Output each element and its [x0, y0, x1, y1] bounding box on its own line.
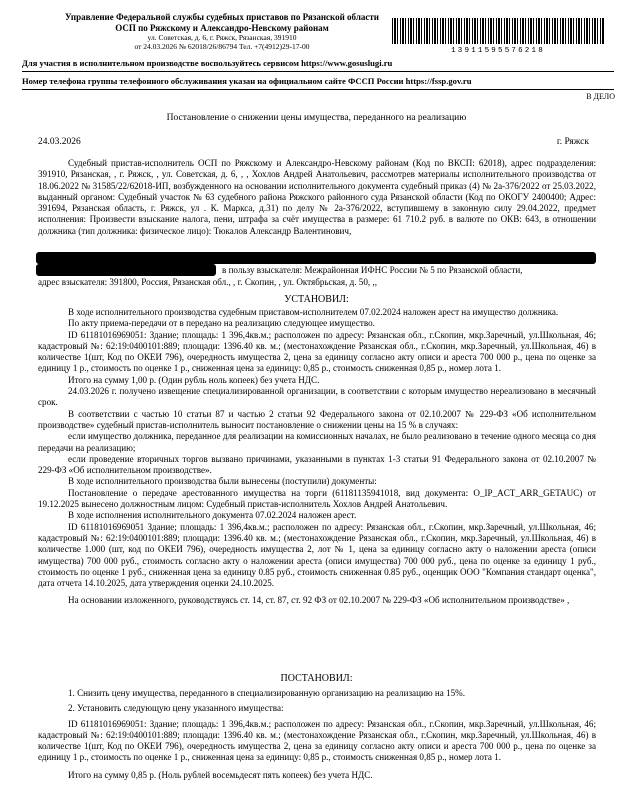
finding-arrest: В ходе исполнительного производства судебным приставом-исполнителем 07.02.2024 наложен арест на имущество должника. [68, 307, 559, 317]
resolution-block [38, 688, 596, 781]
finding-total: Итого на сумму 1,00 р. (Один рубль ноль копеек) без учета НДС. [68, 374, 320, 385]
finding-law: В соответствии с частью 10 статьи 87 и частью 2 статьи 92 Федерального закона от 02.10.2007 № 229-ФЗ «Об исполнительном производстве» судебный пристав-исполнитель выносит постановление о снижении цены на 15 % в случаях: [38, 408, 596, 430]
gosuslugi-notice: Для участия в исполнительном производстве воспользуйтесь сервисом https://www.gosuslugi.ru [22, 58, 393, 68]
findings-block [38, 307, 596, 607]
resolution-property: ID 61181016969051: Здание; площадь: 1 396,4кв.м.; расположен по адресу: Рязанская обл., г.Скопин, мкр.Заречный, ул.Школьная, 46; кадастровый №: 62:19:0400101:889; площади: 1396.40 кв. м.; (местонахождение Рязанская обл., г.Скопин, мкр.Заречный, ул.Школьная, 46) в количестве 1(шт, Код по ОКЕИ 796), очередность имущества 2, цена за единицу согласно акту описи и ареста 700 000 р., цена по оценке за единицу 1 р., стоимость по оценке 1 р., сниженная цена за единицу: 0,85 р., стоимость сниженная 0,85 р., номер лота 1. [38, 718, 596, 763]
intro-tail-text: в пользу взыскателя: Межрайонная ИФНС России № 5 по Рязанской области, [222, 265, 523, 275]
redaction-bar [36, 264, 216, 276]
finding-property-2: ID 61181016969051 Здание; площадь: 1 396,4кв.м.; расположен по адресу: Рязанская обл., г.Скопин, мкр.Заречный, ул.Школьная, 46; кадастровый №: 62:19:0400101:889; площади: 1396.40 кв. м.; (местонахождение Рязанская обл., г.Скопин, мкр.Заречный, ул.Школьная, 46) в количестве 1.000 (шт, код по ОКЕИ 796), очередность имущества 2, лот № 1, цена за единицу согласно акту о наложении ареста (описи имущества) 700 000 руб., стоимость согласно акту о наложении ареста (описи имущества) 700 000 руб., цена по оценке за единицу 1 руб., стоимость по оценке 1 руб., сниженная цена за единицу 0.85 руб., стоимость сниженная 0.85 руб., оценщик ООО "Компания стандарт оценка", дата отчета 14.10.2025, дата утверждения оценки 24.10.2025. [38, 521, 596, 589]
resolution-2: 2. Установить следующую цену указанного имущества: [68, 703, 284, 714]
phone-notice: Номер телефона группы телефонного обслуживания указан на официальном сайте ФССП России https://fssp.gov.ru [22, 76, 472, 86]
issuer-line-1: Управление Федеральной службы судебных приставов по Рязанской области [65, 12, 379, 22]
barcode [392, 18, 604, 44]
finding-arrest-2: В ходе исполнения исполнительного документа 07.02.2024 наложен арест. [68, 510, 357, 521]
finding-transfer-order: Постановление о передаче арестованного имущества на торги (61181135941018, вид документа: O_IP_ACT_ARR_GETAUC) от 19.12.2025 вынесено должностным лицом: Судебный пристав-исполнитель Хохлов Андрей Анатольевич. [38, 487, 596, 510]
resolution-total: Итого на сумму 0,85 р. (Ноль рублей восемьдесят пять копеек) без учета НДС. [68, 769, 373, 780]
finding-transfer: По акту приема-передачи от в передано на реализацию следующее имущество. [68, 318, 375, 329]
document-title: Постановление о снижении цены имущества, переданного на реализацию [166, 113, 467, 123]
finding-notice: 24.03.2026 г. получено извещение специализированной организации, в соответствии с которым имущество нереализовано в месячный срок. [38, 386, 596, 408]
ustanovil-heading: УСТАНОВИЛ: [284, 294, 349, 305]
claimant-address [38, 277, 596, 288]
resolution-1: 1. Снизить цену имущества, переданного в специализированную организацию на реализацию на 15%. [68, 688, 465, 698]
v-delo-mark: В ДЕЛО [586, 92, 615, 101]
document-date: 24.03.2026 [38, 137, 81, 147]
document-city: г. Ряжск [556, 137, 589, 147]
finding-basis: На основании изложенного, руководствуясь ст. 14, ст. 87, ст. 92 ФЗ от 02.10.2007 № 229-ФЗ «Об исполнительном производстве» , [68, 595, 570, 606]
divider [22, 71, 614, 72]
intro-tail [222, 265, 596, 276]
barcode-number: 13911595576218 [451, 47, 545, 55]
issuer-header [52, 12, 392, 51]
issuer-reference: от 24.03.2026 № 62018/26/86794 Тел. +7(4912)29-17-00 [134, 42, 310, 51]
redaction-bar [36, 252, 596, 264]
finding-case-2: если проведение вторичных торгов вызвано причинами, указанными в пунктах 1-3 статьи 91 Федерального закона от 02.10.2007 № 229-ФЗ «Об исполнительном производстве». [38, 453, 596, 476]
postanovil-heading: ПОСТАНОВИЛ: [280, 673, 353, 684]
finding-case-1: если имущество должника, переданное для реализации на комиссионных началах, не было реализовано в течение одного месяца со дня передачи на реализацию; [38, 431, 596, 453]
intro-text: Судебный пристав-исполнитель ОСП по Ряжскому и Александро-Невскому районам (Код по ВКСП: 62018), адрес подразделения: 391910, Рязанская, , г. Ряжск, , ул. Советская, д. 6, , , Хохлов Андрей Анатольевич, рассмотрев материалы исполнительного производства от 18.06.2022 № 31585/22/62018-ИП, возбужденного на основании исполнительного документа судебный приказ (4) № 2а-376/2022 от 25.03.2022, выданный органом: Судебный участок № 63 судебного района Ряжского районного суда Рязанской области (Код по ОКОГУ 2400400; Адрес: 391694, Рязанская область, г. Ряжск, ул . К. Маркса, д.31) по делу № 2а-376/2022, вступившему в законную силу 29.04.2022, предмет исполнения: Произвести взыскание налога, пени, штрафа за счёт имущества в размере: 61 710.2 руб. в валюте по ОКВ: 643, в отношении должника (тип должника: физическое лицо): Тюкалов Александр Валентинович, [38, 158, 596, 236]
intro-paragraph [38, 158, 596, 237]
claimant-address-text: адрес взыскателя: 391800, Россия, Рязанская обл., , г. Скопин, , ул. Октябрьская, д. 50, ,, [38, 277, 377, 287]
issuer-line-2: ОСП по Ряжскому и Александро-Невскому районам [115, 22, 329, 33]
divider [22, 89, 614, 90]
issuer-address: ул. Советская, д. 6, г. Ряжск, Рязанская, 391910 [147, 33, 297, 42]
finding-documents: В ходе исполнительного производства были вынесены (поступили) документы: [68, 476, 377, 487]
finding-property: ID 61181016969051: Здание; площадь: 1 396,4кв.м.; расположен по адресу: Рязанская обл., г.Скопин, мкр.Заречный, ул.Школьная, 46; кадастровый №: 62:19:0400101:889; площади: 1396.40 кв. м.; (местонахождение Рязанская обл., г.Скопин, мкр.Заречный, ул.Школьная, 46) в количестве 1(шт, Код по ОКЕИ 796), очередность имущества 2, цена за единицу согласно акту описи и ареста 700 000 р., цена по оценке за единицу 1 р., стоимость по оценке 1 р., сниженная цена за единицу: 0,85 р., стоимость сниженная 0,85 р., номер лота 1. [38, 329, 596, 374]
